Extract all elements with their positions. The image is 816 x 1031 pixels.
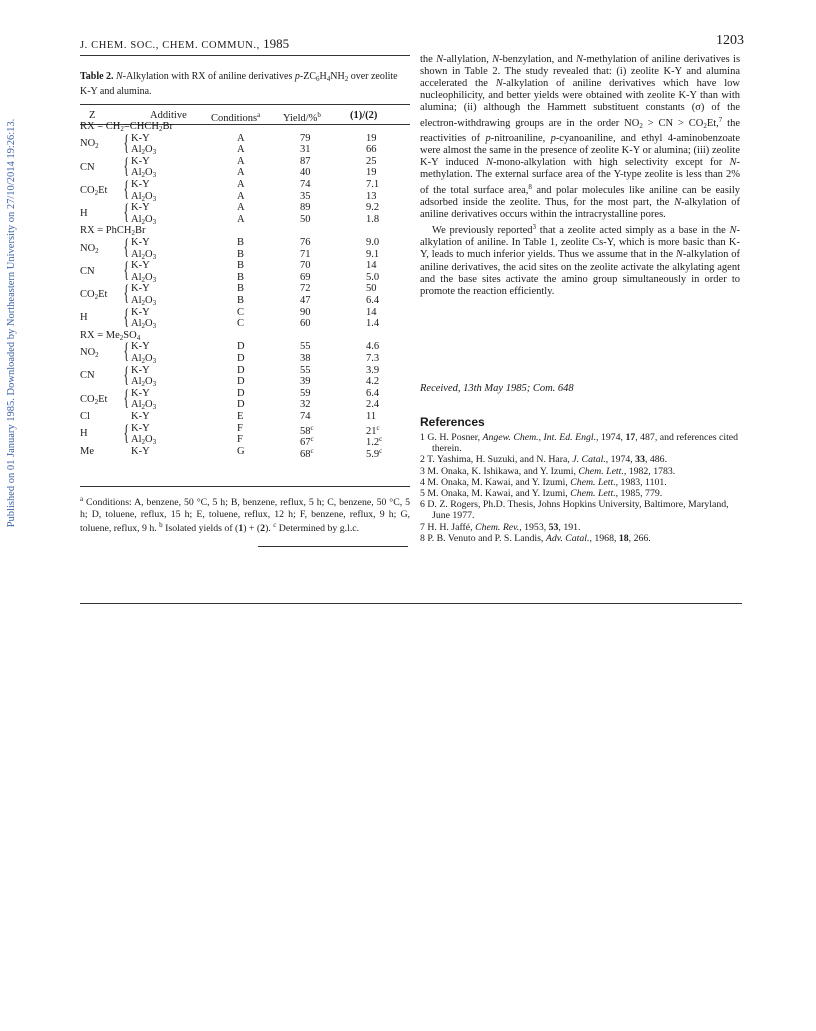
col-head-yield: Yield/%$^b$ — [283, 111, 321, 124]
col-head-z: Z — [89, 110, 96, 121]
table-cell-ratio: 9.0 — [366, 237, 380, 248]
table-cell-additive: K-Y — [131, 260, 150, 272]
table-cell-additive: $Al_2O_3$ — [131, 213, 157, 226]
table-cell-ratio: 21$^c$ — [366, 423, 380, 437]
top-rule — [80, 55, 410, 56]
table-cell-conditions: F — [237, 422, 243, 434]
table-cell-yield: 76 — [300, 237, 311, 248]
reference-item: 8 P. B. Venuto and P. S. Landis, Adv. Catal., 1968, 18, 266. — [420, 532, 651, 544]
table-cell-ratio: 9.1 — [366, 248, 380, 260]
table-caption-text: N — [116, 71, 123, 82]
table-cell-ratio: 6.4 — [366, 295, 380, 306]
col-head-additive: Additive — [150, 110, 187, 121]
table-cell-conditions: D — [237, 399, 245, 411]
table-cell-ratio: 25 — [366, 155, 377, 167]
brace: { — [123, 129, 130, 155]
table-cell-additive: K-Y — [131, 132, 150, 144]
rx-group-label: RX = PhCH$_2$Br — [80, 225, 146, 238]
table-cell-yield: 71 — [300, 248, 311, 260]
table-cell-yield: 39 — [300, 376, 311, 388]
table-cell-ratio: 14 — [366, 260, 377, 272]
brace: { — [123, 303, 130, 329]
table-cell-conditions: A — [237, 132, 245, 144]
table-cell-yield: 38 — [300, 353, 311, 364]
table-cell-ratio: 5.9$^c$ — [366, 446, 383, 460]
table-cell-additive: $Al_2O_3$ — [131, 295, 157, 307]
table-cell-additive: K-Y — [131, 422, 150, 434]
table-cell-additive: $Al_2O_3$ — [131, 399, 157, 412]
brace: { — [123, 257, 130, 283]
table-cell-additive: K-Y — [131, 155, 150, 167]
table-cell-conditions: E — [237, 411, 244, 422]
table-cell-additive: $Al_2O_3$ — [131, 190, 157, 203]
table-cell-ratio: 4.6 — [366, 341, 380, 353]
table-row-z: H — [80, 312, 88, 324]
body-paragraph-1: the N-allylation, N-benzylation, and N-methylation of aniline derivatives is shown in Table 2. The study revealed that: (i) zeolite K-Y and alumina accelerated the N-alkylation of aniline derivatives which have low nucleophilicity, and better yields were obtained with zeolite K-Y than with alumina; (ii) although the Hammett substituent constants (σ) of the electron-withdrawing groups are in the order $NO_2$ > CN > $CO_2Et,^7$ the reactivities of p-nitroaniline, p-cyanoaniline, and ethyl 4-aminobenzoate were almost the same in the presence of zeolite K-Y or alumina; (iii) zeolite K-Y induced N-mono-alkylation with high selectivity except for N-methylation. The external surface area of the Y-type zeolite is less than 2% of the total surface area,$^8$ and polar molecules like aniline can be easily adsorbed inside the zeolite. Thus, for the most part, the N-alkylation of aniline derivatives occurs within the intracrystalline pores. — [420, 54, 741, 221]
table-cell-yield: 59 — [300, 387, 311, 399]
table-cell-additive: K-Y — [131, 283, 150, 295]
table-cell-yield: 90 — [300, 306, 311, 318]
table-cell-yield: 32 — [300, 399, 311, 411]
table-cell-ratio: 6.4 — [366, 387, 380, 399]
page-bottom-rule — [80, 603, 742, 604]
table-cell-yield: 67$^c$ — [300, 435, 314, 449]
brace: { — [123, 384, 130, 410]
body-paragraph-2: We previously reported$^3$ that a zeolite acted simply as a base in the N-alkylation of aniline. In Table 1, zeolite Cs-Y, which is more basic than K-Y, leads to much inferior yields. Thus we assume that in the N-alkylation of aniline derivatives, the acid sites on the zeolite activate the alkylating agent and the base sites activate the amino group simultaneously in order to promote the reaction efficiently. — [420, 223, 740, 297]
table-cell-conditions: B — [237, 271, 245, 283]
table-cell-additive: K-Y — [131, 202, 150, 214]
table-cell-ratio: 9.2 — [366, 202, 380, 214]
body-text — [420, 54, 740, 298]
reference-item: 3 M. Onaka, K. Ishikawa, and Y. Izumi, Chem. Lett., 1982, 1783. — [420, 465, 676, 477]
references-list — [420, 432, 742, 544]
table-cell-ratio: 1.8 — [366, 213, 380, 225]
brace: { — [123, 152, 130, 178]
table-caption: Table 2. N-Alkylation with RX of aniline derivatives $p-ZC_6H_4NH_2$ over zeolite K-Y and alumina. — [80, 71, 398, 97]
table-cell-additive: K-Y — [131, 387, 150, 399]
table-cell-ratio: 4.2 — [366, 376, 380, 388]
table-cell-ratio: 66 — [366, 144, 377, 156]
table-cell-additive: K-Y — [131, 411, 150, 422]
table-cell-ratio: 7.1 — [366, 179, 380, 190]
references-heading: References — [420, 415, 485, 429]
table-row-z: $NO_2$ — [80, 347, 99, 360]
table-row-z: $NO_2$ — [80, 138, 99, 151]
table-cell-yield: 69 — [300, 271, 311, 283]
table-cell-conditions: A — [237, 213, 245, 225]
download-notice[interactable]: Published on 01 January 1985. Downloaded by Northeastern University on 27/10/2014 19:26:13. — [6, 118, 17, 528]
table-cell-ratio: 11 — [366, 411, 377, 422]
reference-item: 1 G. H. Posner, Angew. Chem., Int. Ed. Engl., 1974, 17, 487, and references cited therein. — [420, 432, 739, 455]
table-cell-yield: 60 — [300, 318, 311, 330]
table-cell-additive: $Al_2O_3$ — [131, 144, 157, 157]
table-cell-yield: 47 — [300, 295, 311, 306]
table-row-z: $CO_2Et$ — [80, 289, 108, 302]
table-cell-ratio: 19 — [366, 132, 377, 144]
brace: { — [123, 234, 130, 259]
table-cell-additive: $Al_2O_3$ — [131, 318, 157, 331]
running-header — [80, 36, 289, 52]
table-cell-yield: 68$^c$ — [300, 446, 314, 460]
table-row-z: CN — [80, 161, 95, 173]
reference-item: 4 M. Onaka, M. Kawai, and Y. Izumi, Chem. Lett., 1983, 1101. — [420, 476, 667, 488]
table-cell-conditions: C — [237, 318, 245, 330]
table-cell-conditions: A — [237, 155, 245, 167]
page-number: 1203 — [716, 33, 744, 48]
table-cell-yield: 79 — [300, 132, 311, 144]
brace: { — [123, 361, 130, 387]
table-cell-conditions: D — [237, 341, 245, 353]
table-cell-additive: K-Y — [131, 364, 150, 376]
table-row-z: $NO_2$ — [80, 242, 99, 255]
table-cell-additive: $Al_2O_3$ — [131, 376, 157, 389]
rx-group-label: RX = $CH_2=CHCH_2Br$ — [80, 121, 173, 133]
table-cell-additive: $Al_2O_3$ — [131, 248, 157, 261]
table-cell-ratio: 1.4 — [366, 318, 380, 330]
table-cell-conditions: A — [237, 179, 245, 190]
table-cell-yield: 74 — [300, 411, 311, 422]
table-cell-conditions: B — [237, 283, 245, 295]
table-cell-conditions: F — [237, 434, 243, 446]
table-cell-conditions: A — [237, 167, 245, 179]
table-footnote: $^a$ Conditions: A, benzene, 50 °C, 5 h; B, benzene, reflux, 5 h; C, benzene, 50 °C, 5 h; D, toluene, reflux, 15 h; E, toluene, reflux, 12 h; F, benzene, reflux, 9 h; G, toluene, reflux, 9 h. $^b$ Isolated yields of (1) + (2). $^c$ Determined by g.l.c. — [80, 495, 410, 534]
table-row-z: H — [80, 208, 88, 219]
table-cell-conditions: B — [237, 248, 245, 260]
table-row-z: $CO_2Et$ — [80, 393, 108, 406]
table-end-rule — [258, 546, 408, 547]
table-cell-conditions: D — [237, 376, 245, 388]
table-cell-conditions: B — [237, 295, 245, 306]
table-rule-bottom — [80, 486, 410, 487]
table-cell-additive: K-Y — [131, 445, 150, 457]
table-cell-additive: K-Y — [131, 237, 150, 248]
table-row-z: $CO_2Et$ — [80, 184, 108, 197]
table-cell-conditions: D — [237, 364, 245, 376]
col-head-conditions: Conditions$^a$ — [211, 111, 261, 124]
table-label: Table 2. — [80, 71, 114, 82]
table-cell-conditions: A — [237, 190, 245, 202]
table-cell-additive: $Al_2O_3$ — [131, 434, 157, 447]
table-cell-yield: 74 — [300, 179, 311, 190]
table-cell-conditions: C — [237, 306, 245, 318]
table-cell-conditions: B — [237, 237, 245, 248]
table-cell-additive: $Al_2O_3$ — [131, 271, 157, 284]
brace: { — [123, 280, 130, 306]
table-cell-yield: 89 — [300, 202, 311, 214]
table-cell-yield: 58$^c$ — [300, 423, 314, 437]
reference-item: 7 H. H. Jaffé, Chem. Rev., 1953, 53, 191. — [420, 521, 581, 533]
table-row-z: CN — [80, 266, 95, 277]
table-cell-additive: K-Y — [131, 179, 150, 190]
table-cell-ratio: 3.9 — [366, 364, 380, 376]
table-cell-additive: $Al_2O_3$ — [131, 353, 157, 365]
table-cell-additive: $Al_2O_3$ — [131, 167, 157, 180]
reference-item: 2 T. Yashima, H. Suzuki, and N. Hara, J. Catal., 1974, 33, 486. — [420, 454, 668, 466]
brace: { — [123, 419, 130, 445]
table-cell-conditions: B — [237, 260, 245, 272]
table-cell-ratio: 19 — [366, 167, 377, 179]
brace: { — [123, 176, 130, 201]
table-cell-conditions: D — [237, 353, 245, 364]
table-cell-conditions: G — [237, 445, 245, 457]
table-cell-conditions: A — [237, 202, 245, 214]
table-cell-yield: 70 — [300, 260, 311, 272]
table-row-z: Me — [80, 445, 94, 457]
table-cell-ratio: 7.3 — [366, 353, 380, 364]
brace: { — [123, 338, 130, 364]
table-row-z: CN — [80, 370, 95, 382]
col-head-ratio: (1)/(2) — [350, 110, 378, 121]
table-row-z: H — [80, 428, 88, 440]
received-date: Received, 13th May 1985; Com. 648 — [420, 383, 574, 394]
table-cell-yield: 40 — [300, 167, 311, 179]
table-cell-yield: 55 — [300, 364, 311, 376]
table-rule-head — [80, 124, 410, 125]
table-cell-ratio: 14 — [366, 306, 377, 318]
table-rule-top — [80, 104, 410, 105]
table-cell-additive: K-Y — [131, 306, 150, 318]
table-cell-ratio: 50 — [366, 283, 377, 295]
table-cell-ratio: 5.0 — [366, 271, 380, 283]
table-cell-ratio: 1.2$^c$ — [366, 435, 383, 449]
table-cell-yield: 31 — [300, 144, 311, 156]
table-cell-yield: 50 — [300, 213, 311, 225]
table-cell-ratio: 13 — [366, 190, 377, 202]
table-cell-yield: 87 — [300, 155, 311, 167]
reference-item: 5 M. Onaka, M. Kawai, and Y. Izumi, Chem. Lett., 1985, 779. — [420, 488, 663, 500]
reference-item: 6 D. Z. Rogers, Ph.D. Thesis, Johns Hopkins University, Baltimore, Maryland, June 1977. — [420, 499, 729, 522]
rx-group-label: RX = $Me_2SO_4$ — [80, 329, 141, 342]
table-row-z: Cl — [80, 411, 90, 422]
brace: { — [123, 199, 130, 225]
table-cell-conditions: D — [237, 387, 245, 399]
table-cell-yield: 55 — [300, 341, 311, 353]
table-cell-yield: 72 — [300, 283, 311, 295]
journal-year: 1985 — [263, 36, 290, 51]
journal-name: J. CHEM. SOC., CHEM. COMMUN., — [80, 40, 264, 51]
table-cell-ratio: 2.4 — [366, 399, 380, 411]
table-cell-conditions: A — [237, 144, 245, 156]
table-cell-yield: 35 — [300, 190, 311, 202]
table-cell-additive: K-Y — [131, 341, 150, 353]
